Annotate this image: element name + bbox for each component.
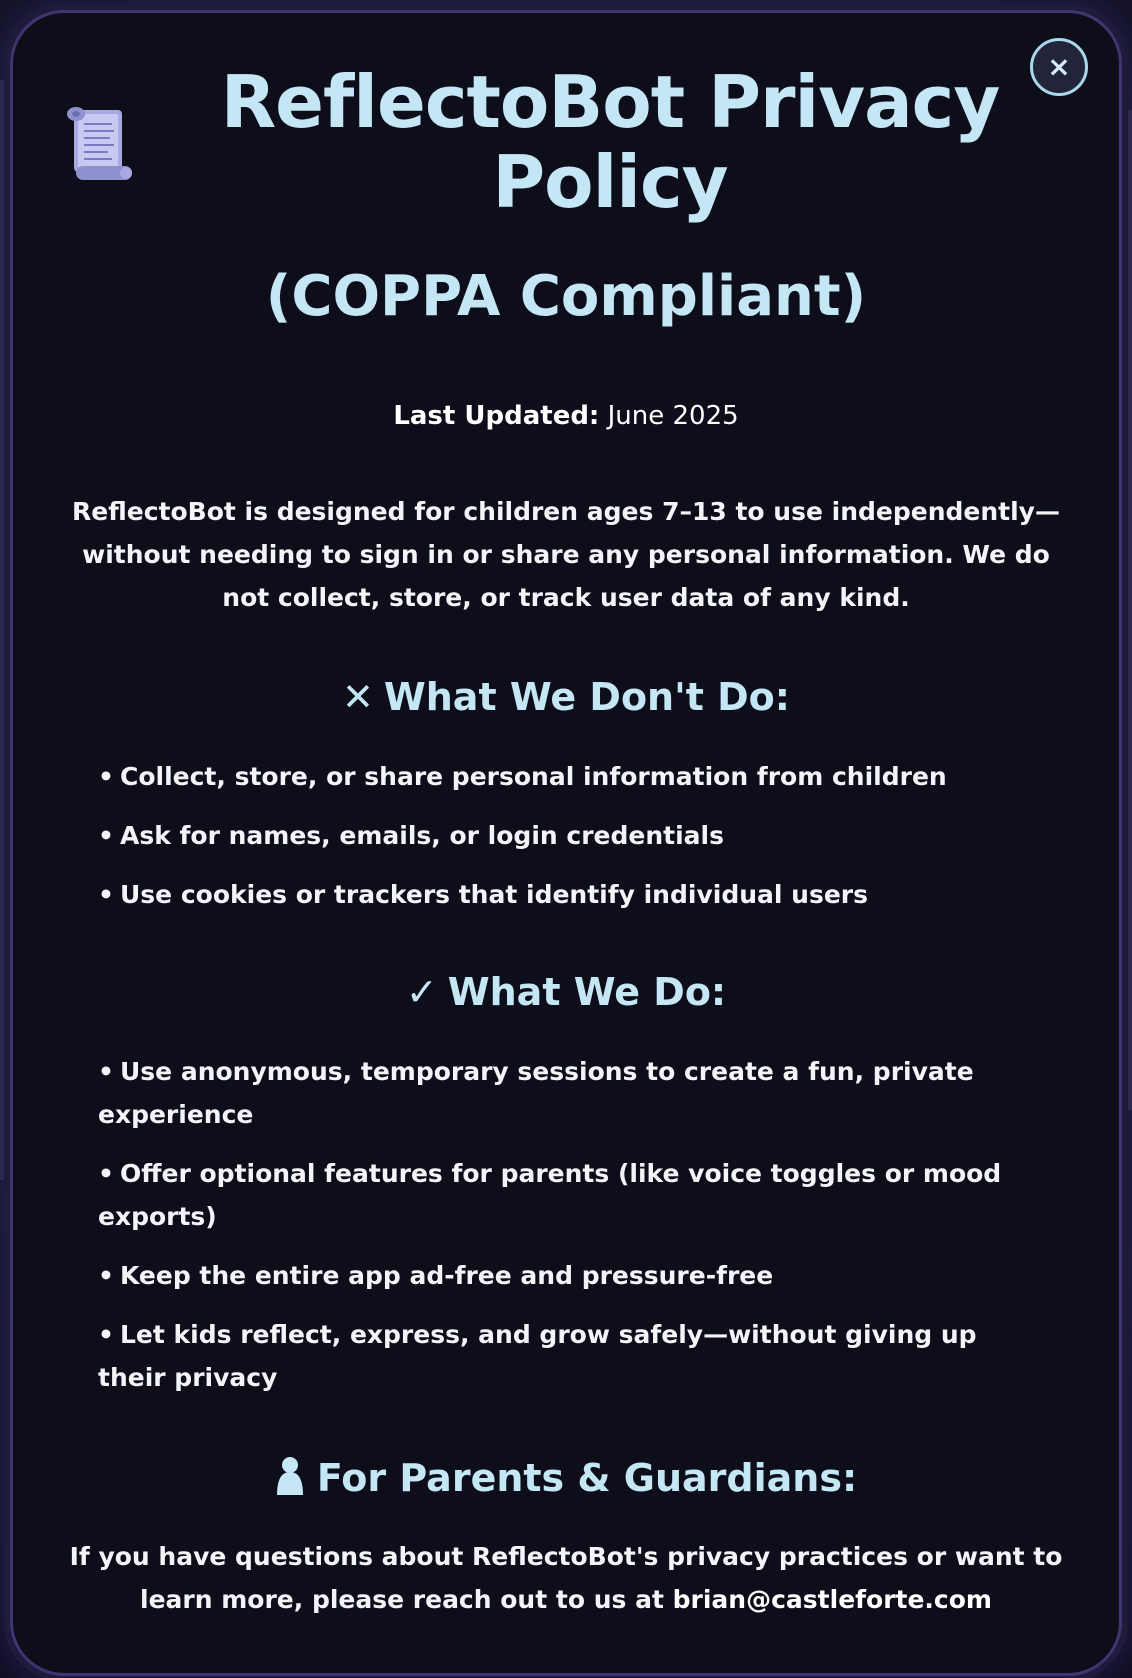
contact-paragraph: [60, 1535, 1072, 1621]
close-icon: ×: [1047, 50, 1071, 83]
person-silhouette-icon: [275, 1455, 305, 1495]
contact-email-link[interactable]: brian@castleforte.com: [672, 1585, 992, 1614]
section-heading-do: [80, 967, 1052, 1017]
intro-paragraph: ReflectoBot is designed for children ages 7–13 to use independently—without needing to sign in or share any personal information. We do not collect, store, or track user data of any kind.: [72, 497, 1060, 612]
do-list: [98, 1050, 1038, 1399]
last-updated-value: June 2025: [607, 401, 739, 431]
list-item: • Ask for names, emails, or login credentials: [98, 821, 724, 850]
page-subtitle: (COPPA Compliant): [265, 264, 867, 329]
list-item: • Use cookies or trackers that identify individual users: [98, 880, 868, 909]
list-item: • Let kids reflect, express, and grow safely—without giving up their privacy: [98, 1320, 977, 1392]
cross-mark-icon: ✕: [342, 675, 374, 719]
check-mark-icon: ✓: [405, 970, 438, 1014]
list-item: • Collect, store, or share personal information from children: [98, 762, 947, 791]
list-item: • Offer optional features for parents (like voice toggles or mood exports): [98, 1159, 1002, 1231]
last-updated-label: Last Updated:: [393, 401, 600, 431]
dont-list: [98, 755, 1038, 916]
section-heading-dont: [80, 672, 1052, 722]
contact-text: If you have questions about ReflectoBot's privacy practices or want to learn more, please reach out to us at: [69, 1542, 1063, 1614]
list-item: • Use anonymous, temporary sessions to create a fun, private experience: [98, 1057, 974, 1129]
scroll-icon: [62, 104, 136, 184]
section-heading-dont-label: What We Don't Do:: [383, 675, 790, 719]
section-heading-parents-label: For Parents & Guardians:: [316, 1456, 858, 1500]
page-title: ReflectoBot Privacy Policy: [220, 60, 1000, 224]
last-updated: [80, 398, 1052, 434]
list-item: • Keep the entire app ad-free and pressure-free: [98, 1261, 774, 1290]
section-heading-do-label: What We Do:: [447, 970, 727, 1014]
section-heading-parents: [80, 1453, 1052, 1503]
